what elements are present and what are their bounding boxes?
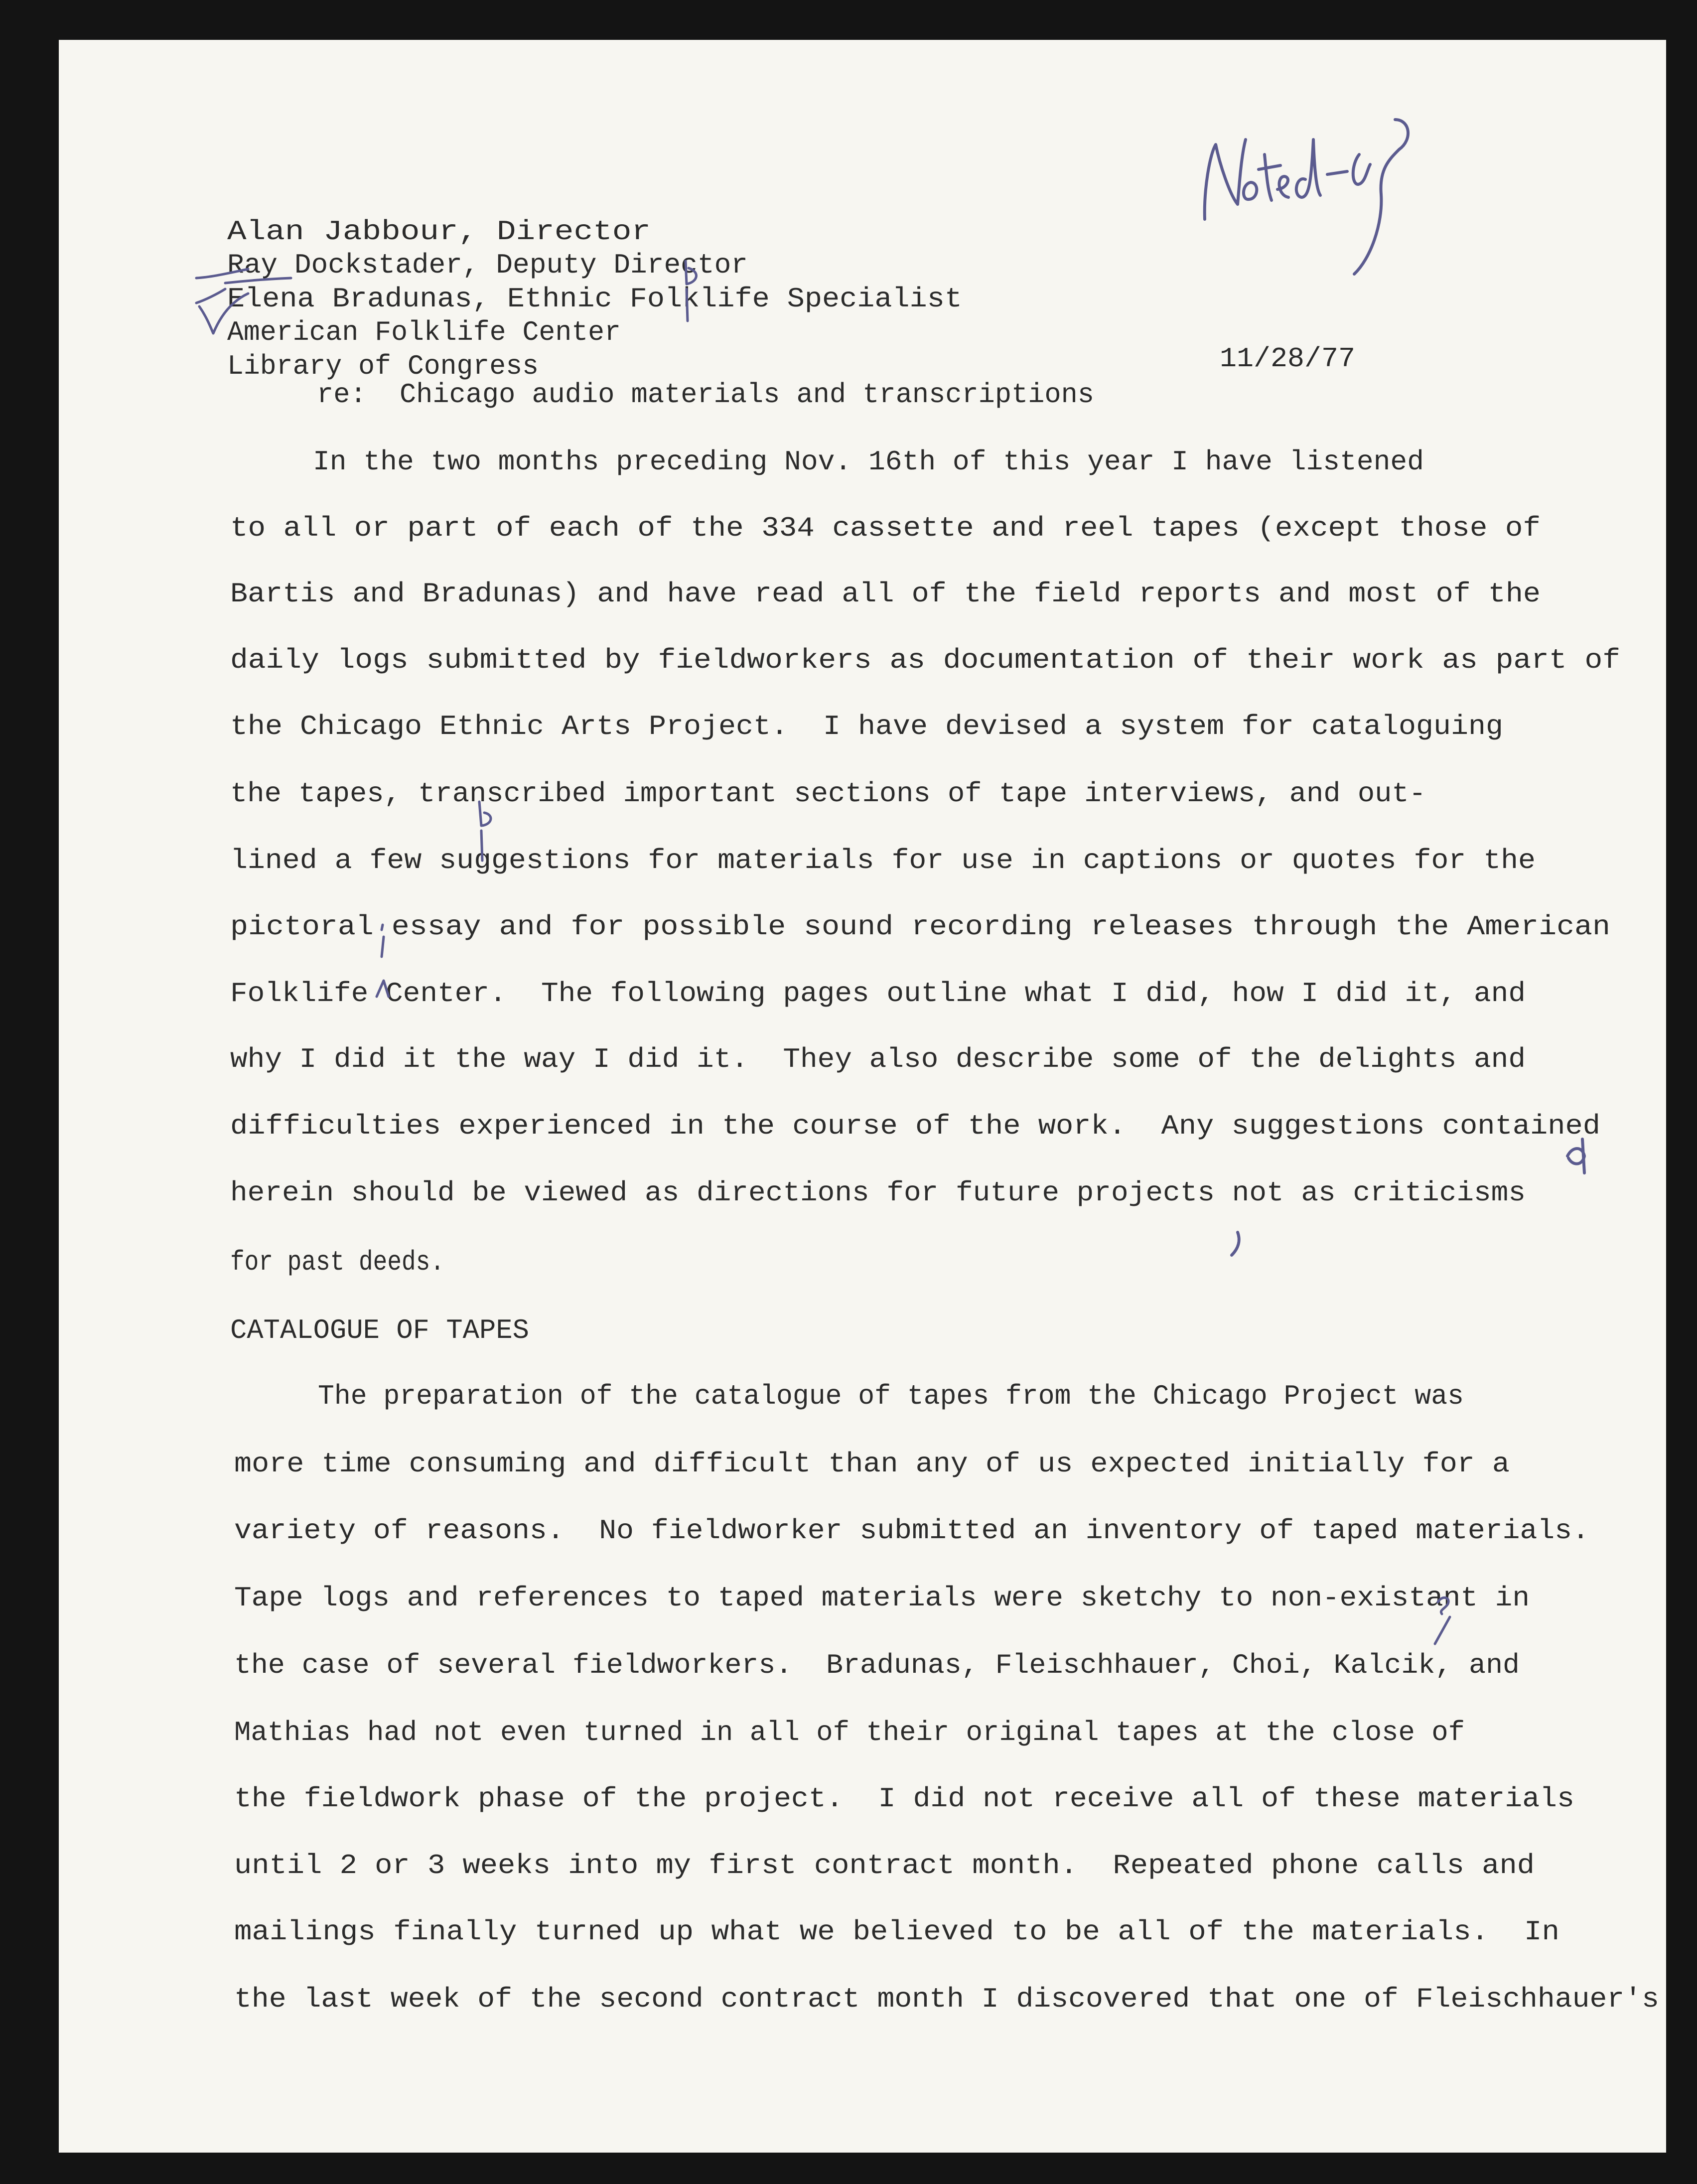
addressee-line: American Folklife Center bbox=[227, 316, 621, 348]
paragraph-2-line: Mathias had not even turned in all of their original tapes at the close of bbox=[234, 1717, 1465, 1748]
check-mark-icon bbox=[196, 291, 251, 336]
paragraph-1-line: the tapes, transcribed important sections of tape interviews, and out- bbox=[230, 778, 1426, 810]
paragraph-2-line: until 2 or 3 weeks into my first contract month. Repeated phone calls and bbox=[234, 1850, 1535, 1882]
paragraph-1-line: difficulties experienced in the course of the work. Any suggestions contained bbox=[230, 1110, 1600, 1142]
paragraph-2-line: more time consuming and difficult than any of us expected initially for a bbox=[234, 1448, 1510, 1480]
addressee-line: Alan Jabbour, Director bbox=[227, 216, 651, 248]
addressee-line: Ray Dockstader, Deputy Director bbox=[227, 249, 748, 281]
paragraph-1-line: daily logs submitted by fieldworkers as documentation of their work as part of bbox=[230, 644, 1620, 676]
strikethrough-mark bbox=[223, 274, 293, 289]
insertion-mark bbox=[668, 254, 707, 324]
insertion-mark bbox=[466, 800, 506, 865]
paragraph-2-line: Tape logs and references to taped materials were sketchy to non-existant in bbox=[234, 1582, 1530, 1614]
paragraph-2-line: mailings finally turned up what we believed to be all of the materials. In bbox=[234, 1916, 1559, 1948]
paragraph-1-line: lined a few suggestions for materials for use in captions or quotes for the bbox=[230, 845, 1536, 876]
paragraph-1-line: the Chicago Ethnic Arts Project. I have devised a system for cataloguing bbox=[230, 711, 1503, 742]
paragraph-1-line: pictoral essay and for possible sound recording releases through the American bbox=[230, 911, 1610, 943]
paragraph-1-line: why I did it the way I did it. They also describe some of the delights and bbox=[230, 1043, 1526, 1075]
comma-insertion-mark bbox=[1227, 1228, 1247, 1258]
paragraph-2-line: variety of reasons. No fieldworker submitted an inventory of taped materials. bbox=[234, 1515, 1589, 1547]
paragraph-2-line: the fieldwork phase of the project. I did not receive all of these materials bbox=[234, 1783, 1574, 1815]
paragraph-2-line: the case of several fieldworkers. Bradunas, Fleischhauer, Choi, Kalcik, and bbox=[234, 1649, 1520, 1681]
paragraph-1-line: Bartis and Bradunas) and have read all of the field reports and most of the bbox=[230, 578, 1541, 610]
correction-mark bbox=[1562, 1136, 1592, 1176]
paragraph-2-line: the last week of the second contract month I discovered that one of Fleischhauer's bbox=[234, 1983, 1659, 2015]
paragraph-1-line: Folklife Center. The following pages outline what I did, how I did it, and bbox=[230, 978, 1526, 1010]
correction-mark bbox=[369, 922, 399, 1007]
paragraph-1-line: for past deeds. bbox=[230, 1246, 444, 1278]
paragraph-1-line: herein should be viewed as directions for future projects not as criticisms bbox=[230, 1177, 1526, 1209]
handwritten-noted-annotation bbox=[1190, 110, 1424, 289]
paragraph-1-line: In the two months preceding Nov. 16th of this year I have listened bbox=[313, 446, 1424, 478]
document-page bbox=[59, 40, 1666, 2153]
correction-mark bbox=[1425, 1592, 1460, 1647]
paragraph-1-line: to all or part of each of the 334 cassette and reel tapes (except those of bbox=[230, 512, 1541, 544]
subject-line: re: Chicago audio materials and transcriptions bbox=[317, 379, 1094, 411]
section-heading: CATALOGUE OF TAPES bbox=[230, 1314, 529, 1346]
addressee-line: Elena Bradunas, Ethnic Folklife Specialist bbox=[227, 283, 963, 315]
paragraph-2-line: The preparation of the catalogue of tapes from the Chicago Project was bbox=[318, 1380, 1464, 1412]
document-date: 11/28/77 bbox=[1220, 343, 1355, 375]
organization-line: Library of Congress bbox=[227, 350, 539, 382]
